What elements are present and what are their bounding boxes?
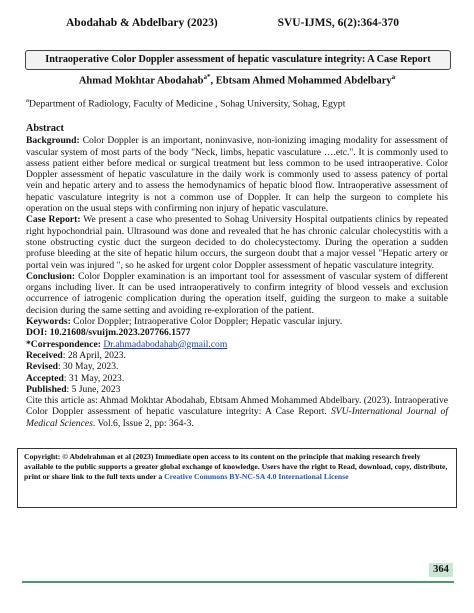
paper-title: Intraoperative Color Doppler assessment of hepatic vasculature integrity: A Case Report xyxy=(25,50,451,70)
abstract-section xyxy=(26,123,448,429)
published-label: Published xyxy=(26,383,67,395)
background-text: Color Doppler is an important, noninvasive, non-ionizing imaging modality for assessment of vascular system of most parts of the body "Neck, limbs, hepatic vasculature ….etc.". It is commonly used to assess patient either before medical or surgical treatment but less common to be used intraoperative. Color Doppler assessment of hepatic vasculature in the daily work is commonly used to assess patency of portal vein and hepatic artery and to assess the hemodynamics of hepatic blood flow. Intraoperative assessment of hepatic vasculature integrity is not a common use of Doppler. It can help the surgeon to complete his operation on the usual steps with confirming non injury of hepatic vasculature. xyxy=(26,135,448,215)
accepted-label: Accepted xyxy=(26,372,64,384)
correspondence-label: *Correspondence: xyxy=(26,338,101,350)
author-1-sup: a* xyxy=(203,73,211,81)
author-line xyxy=(0,73,474,87)
correspondence-email-link[interactable]: Dr.ahmadabodahab@gmail.com xyxy=(103,338,228,350)
page-number: 364 xyxy=(429,563,453,577)
citation-end: . Vol.6, Issue 2, pp: 364-3. xyxy=(92,417,194,429)
revised-line xyxy=(26,361,448,372)
keywords-line xyxy=(26,316,448,327)
published-value: : 5 June, 2023 xyxy=(66,383,121,395)
conclusion-paragraph xyxy=(26,271,448,316)
citation-paragraph xyxy=(26,395,448,429)
case-paragraph xyxy=(26,214,448,270)
revised-label: Revised xyxy=(26,361,58,373)
accepted-line xyxy=(26,373,448,384)
doi-line: DOI: 10.21608/svuijm.2023.207766.1577 xyxy=(26,327,191,339)
header-journal-ref: SVU-IJMS, 6(2):364-370 xyxy=(277,17,399,29)
author-2-sup: a xyxy=(391,73,396,81)
revised-value: : 30 May, 2023. xyxy=(57,361,119,373)
published-line xyxy=(26,384,448,395)
author-separator: , xyxy=(210,75,216,87)
background-label: Background: xyxy=(26,135,80,147)
footer-rule xyxy=(22,581,454,583)
received-value: : 28 April, 2023. xyxy=(62,349,126,361)
case-label: Case Report: xyxy=(26,214,81,226)
license-link[interactable]: Creative Commons BY-NC-SA 4.0 International License xyxy=(164,472,349,481)
received-line xyxy=(26,350,448,361)
running-header xyxy=(0,0,474,42)
conclusion-label: Conclusion: xyxy=(26,270,76,282)
header-authors: Abodahab & Abdelbary (2023) xyxy=(66,17,218,29)
copyright-text: Copyright: © Abdelrahman et al (2023) Immediate open access to its content on the principle that making research freely available to the public supports a greater global exchange of knowledge. Users have the right to Read, download, copy, distribute, print or share link to the full texts under a xyxy=(24,452,448,481)
keywords-text: Color Doppler; Intraoperative Color Doppler; Hepatic vascular injury. xyxy=(70,316,343,328)
copyright-box xyxy=(17,448,457,508)
conclusion-text: Color Doppler examination is an important tool for assessment of vascular system of different organs including liver. It can be used intraoperatively to confirm integrity of blood vessels and exclusion occurrence of iatrogenic complication during the operation itself, guiding the surgeon to make a suitable decision during the same setting and avoiding re-exploration of the patient. xyxy=(26,270,448,316)
affiliation-text: Department of Radiology, Faculty of Medicine , Sohag University, Sohag, Egypt xyxy=(28,98,346,110)
received-label: Received xyxy=(26,349,63,361)
correspondence-line xyxy=(26,339,448,350)
abstract-heading: Abstract xyxy=(26,123,64,134)
author-1-name: Ahmad Mokhtar Abodahab xyxy=(78,75,204,87)
affiliation-sup: a xyxy=(26,97,29,104)
author-2-name: Ebtsam Ahmed Mohammed Abdelbary xyxy=(215,75,392,87)
citation-journal: SVU-International Journal of Medical Sciences xyxy=(26,406,448,429)
case-text: We present a case who presented to Sohag University Hospital outpatients clinics by repeated right hypochondrial pain. Ultrasound was done and revealed that he has chronic calcular cholecystitis with a stone obstructing cystic duct the surgeon decided to do cholecystectomy. During the operation a sudden profuse bleeding at the site of hepatic hilum occurs, the surgeon doubt that a major vessel "Hepatic artery or portal vein was injured ", so he asked for urgent color Doppler assessment of hepatic vasculature integrity. xyxy=(26,214,448,271)
keywords-label: Keywords: xyxy=(26,316,71,328)
citation-text: Cite this article as: Ahmad Mokhtar Abodahab, Ebtsam Ahmed Mohammed Abdelbary. (2023). Intraoperative Color Doppler assessment of hepatic vasculature integrity: A Case Report. xyxy=(26,395,448,418)
affiliation xyxy=(26,97,345,109)
accepted-value: : 31 May, 2023. xyxy=(63,372,125,384)
background-paragraph xyxy=(26,135,448,214)
